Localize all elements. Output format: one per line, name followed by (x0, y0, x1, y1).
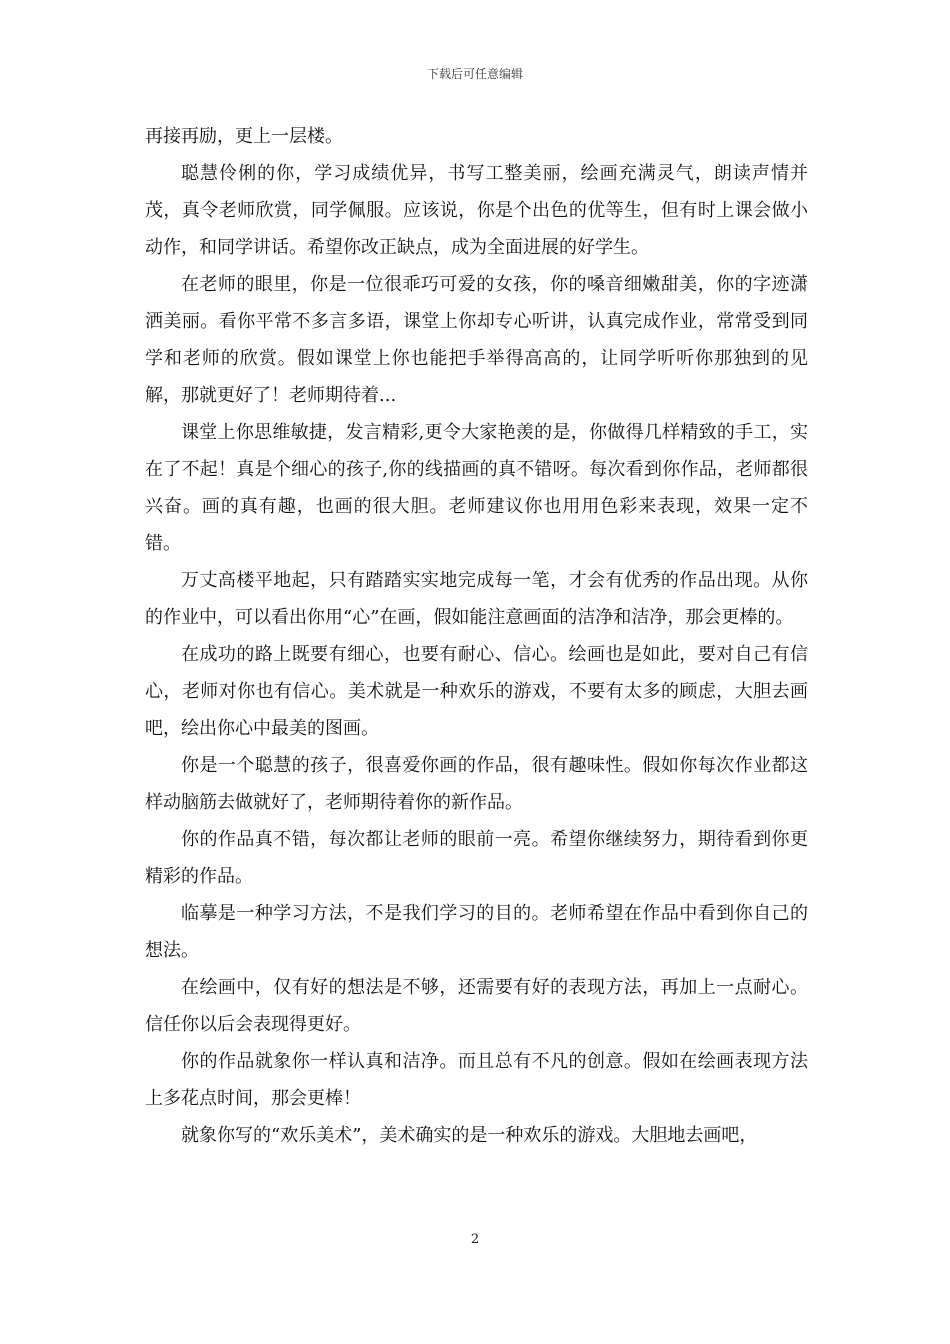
paragraph-4: 课堂上你思维敏捷，发言精彩,更令大家艳羡的是，你做得几样精致的手工，实在了不起！真是个细心的孩子,你的线描画的真不错呀。每次看到你作品，老师都很兴奋。画的真有趣，也画的很大胆。老师建议你也用用色彩来表现，效果一定不错。 (145, 422, 808, 554)
document-body (145, 118, 808, 1154)
paragraph-5: 万丈高楼平地起，只有踏踏实实地完成每一笔，才会有优秀的作品出现。从你的作业中，可以看出你用“心”在画，假如能注意画面的洁净和洁净，那会更棒的。 (145, 570, 808, 628)
paragraph-7: 你是一个聪慧的孩子，很喜爱你画的作品，很有趣味性。假如你每次作业都这样动脑筋去做就好了，老师期待着你的新作品。 (145, 755, 808, 813)
paragraph-2: 聪慧伶俐的你，学习成绩优异，书写工整美丽，绘画充满灵气，朗读声情并茂，真令老师欣赏，同学佩服。应该说，你是个出色的优等生，但有时上课会做小动作，和同学讲话。希望你改正缺点，成为全面进展的好学生。 (145, 163, 808, 258)
paragraph-12: 就象你写的“欢乐美术”，美术确实的是一种欢乐的游戏。大胆地去画吧， (181, 1125, 758, 1146)
paragraph-1: 再接再励，更上一层楼。 (145, 126, 343, 147)
page-header: 下载后可任意编辑 (426, 67, 523, 81)
paragraph-8: 你的作品真不错，每次都让老师的眼前一亮。希望你继续努力，期待看到你更精彩的作品。 (145, 829, 808, 887)
paragraph-11: 你的作品就象你一样认真和洁净。而且总有不凡的创意。假如在绘画表现方法上多花点时间，那会更棒！ (145, 1051, 808, 1109)
paragraph-3: 在老师的眼里，你是一位很乖巧可爱的女孩，你的嗓音细嫩甜美，你的字迹潇洒美丽。看你平常不多言多语，课堂上你却专心听讲，认真完成作业，常常受到同学和老师的欣赏。假如课堂上你也能把手举得高高的，让同学听听你那独到的见解，那就更好了！老师期待着... (145, 274, 808, 406)
paragraph-10: 在绘画中，仅有好的想法是不够，还需要有好的表现方法，再加上一点耐心。信任你以后会表现得更好。 (145, 977, 808, 1035)
paragraph-9: 临摹是一种学习方法，不是我们学习的目的。老师希望在作品中看到你自己的想法。 (145, 903, 808, 961)
page-number: 2 (470, 1232, 480, 1247)
paragraph-6: 在成功的路上既要有细心，也要有耐心、信心。绘画也是如此，要对自己有信心，老师对你也有信心。美术就是一种欢乐的游戏，不要有太多的顾虑，大胆去画吧，绘出你心中最美的图画。 (145, 644, 808, 739)
